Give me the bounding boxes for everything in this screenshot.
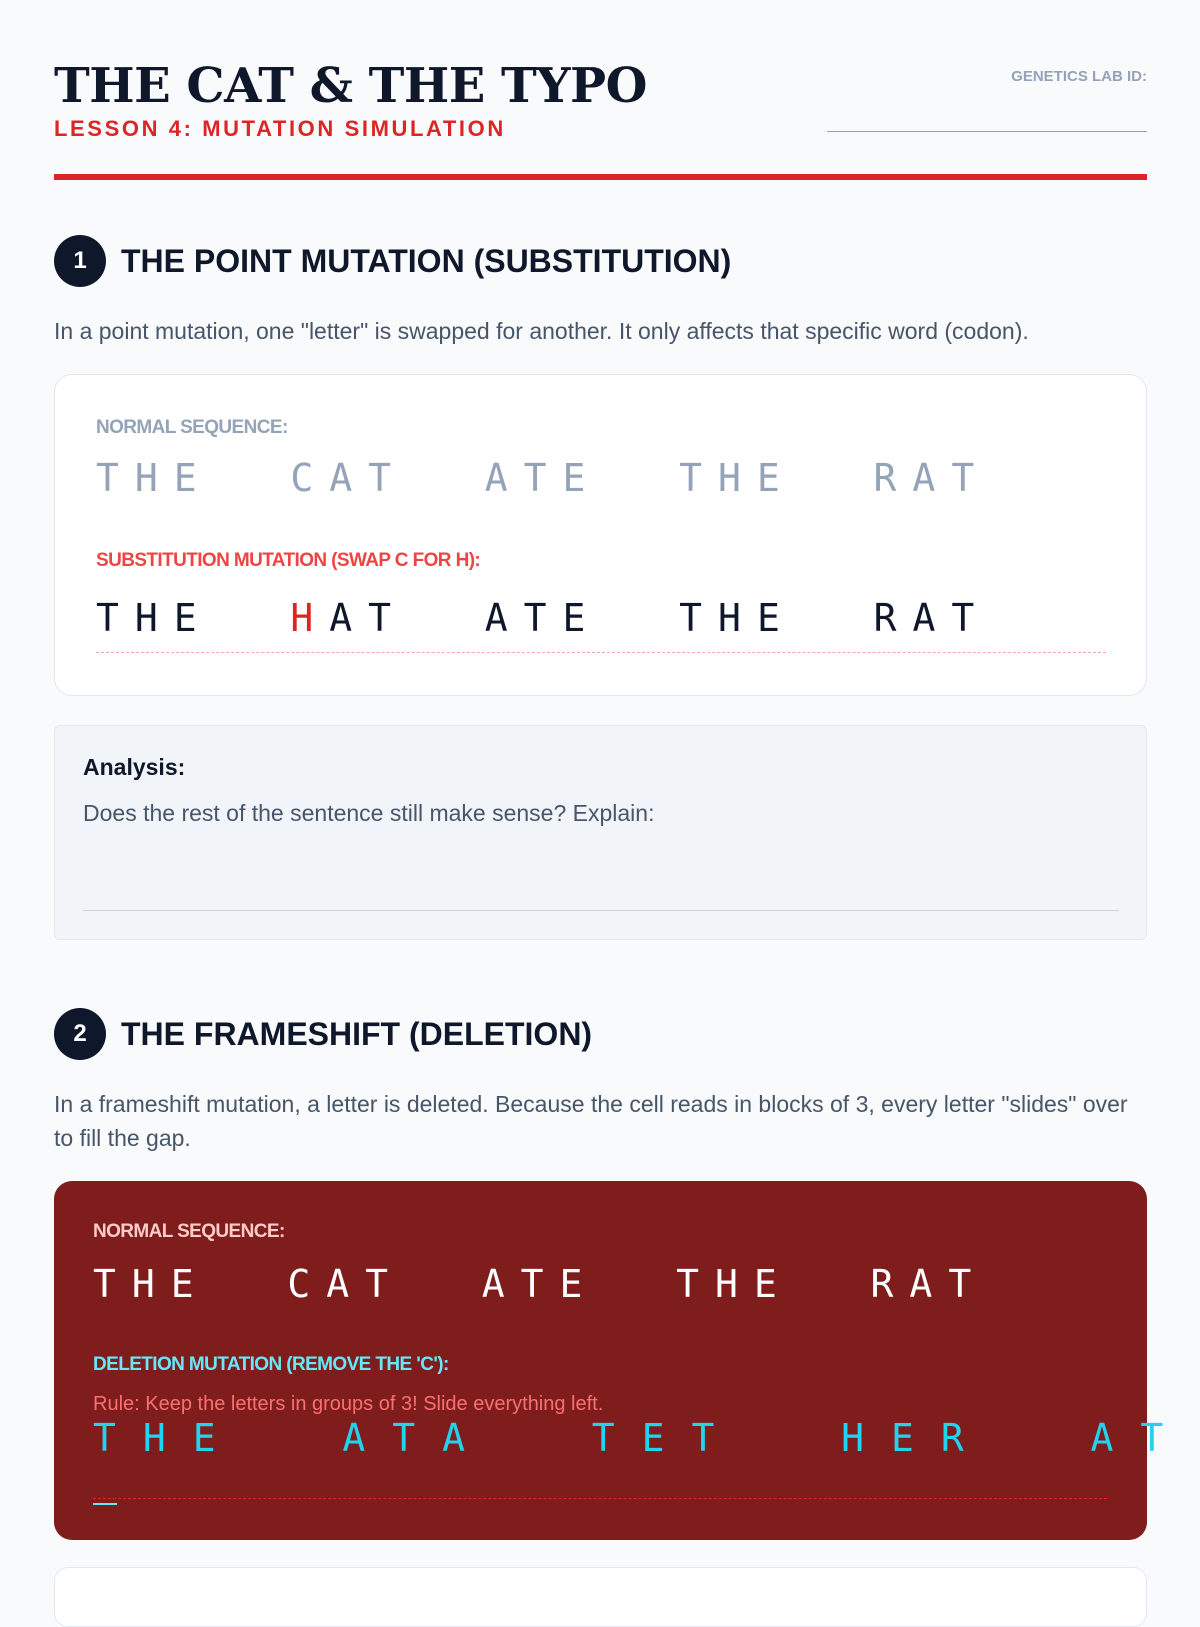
normal-sequence-label: NORMAL SEQUENCE:	[96, 417, 288, 438]
analysis-question: Does the rest of the sentence still make sense? Explain:	[83, 800, 655, 826]
sequence-prefix: THE	[96, 596, 291, 640]
frameshift-card	[54, 1181, 1191, 1540]
substitution-card	[54, 374, 1147, 696]
lesson-subtitle: LESSON 4: MUTATION SIMULATION	[54, 116, 506, 141]
lab-id-label: GENETICS LAB ID:	[1011, 68, 1147, 85]
normal-sequence-label: NORMAL SEQUENCE:	[93, 1221, 285, 1242]
header-divider	[54, 174, 1147, 180]
analysis-box	[54, 725, 1147, 940]
deletion-label: DELETION MUTATION (REMOVE THE 'C'):	[93, 1354, 449, 1375]
gap-marker	[93, 1503, 117, 1505]
analysis-answer-field[interactable]	[83, 910, 1119, 911]
normal-sequence: THE CAT ATE THE RAT	[93, 1262, 988, 1306]
worksheet	[54, 0, 1191, 1460]
section-1-description: In a point mutation, one "letter" is swapped for another. It only affects that specific word (codon).	[54, 318, 1029, 344]
section-2-description: In a frameshift mutation, a letter is deleted. Because the cell reads in blocks of 3, every letter "slides" over to fill the gap.	[54, 1091, 1128, 1151]
mutated-letter: H	[290, 596, 330, 640]
section-1-number-badge: 1	[54, 235, 106, 287]
next-section-card	[54, 1567, 1147, 1627]
normal-sequence: THE CAT ATE THE RAT	[96, 456, 991, 500]
deletion-sequence: THE ATA TET HER AT	[93, 1416, 1191, 1460]
sequence-underline	[93, 1498, 1107, 1499]
section-1-title: THE POINT MUTATION (SUBSTITUTION)	[121, 242, 732, 279]
substitution-sequence	[96, 595, 990, 641]
section-1-heading	[54, 235, 731, 287]
sequence-underline	[96, 652, 1106, 653]
page-title: THE CAT & THE TYPO	[54, 58, 647, 114]
section-2-heading	[54, 1008, 592, 1060]
section-2-title: THE FRAMESHIFT (DELETION)	[121, 1015, 593, 1052]
substitution-label: SUBSTITUTION MUTATION (SWAP C FOR H):	[96, 550, 481, 571]
deletion-rule: Rule: Keep the letters in groups of 3! Slide everything left.	[93, 1393, 604, 1415]
lab-id-field[interactable]	[827, 131, 1147, 132]
sequence-suffix: AT ATE THE RAT	[329, 596, 991, 640]
worksheet-header	[54, 0, 1147, 182]
analysis-title: Analysis:	[83, 754, 186, 780]
section-2-number-badge: 2	[54, 1008, 106, 1060]
